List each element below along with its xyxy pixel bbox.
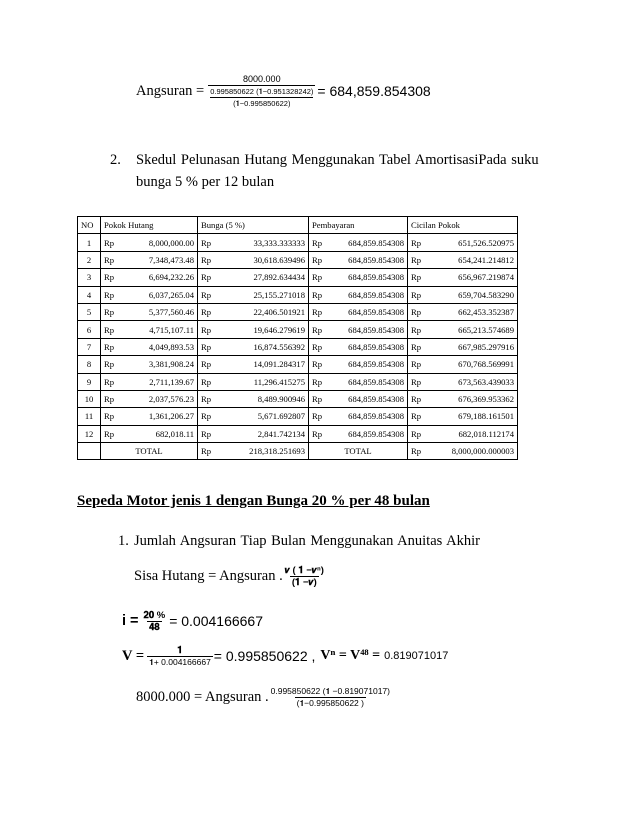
section-title-line2: bunga 5 % per 12 bulan [136,174,275,190]
currency-label: Rp [201,446,212,457]
pokok-hutang-cell [101,251,198,268]
bunga-value: 8,489.900946 [257,394,305,405]
table-row [78,373,518,390]
formula-result: = 684,859.854308 [317,83,431,99]
pembayaran-cell [309,390,408,407]
bunga-cell [198,425,309,442]
formula-angsuran-2 [136,678,392,716]
pembayaran-cell [309,373,408,390]
pembayaran-value: 684,859.854308 [348,428,404,439]
row-no: 12 [78,425,101,442]
pembayaran-value: 684,859.854308 [348,359,404,370]
header-pokok: Pokok Hutang [101,217,198,234]
currency-label: Rp [201,324,212,335]
pembayaran-cell [309,234,408,251]
total-bunga: 218,318.251693 [249,446,305,457]
total-cicilan: 8,000,000.000003 [451,446,514,457]
pokok-hutang-cell [101,321,198,338]
formula-sisa-hutang [134,557,326,595]
formula2-lhs: Sisa Hutang = Angsuran . [134,567,283,584]
table-row [78,234,518,251]
currency-label: Rp [104,394,115,405]
section-title-line1: Skedul Pelunasan Hutang Menggunakan Tabel AmortisasiPada suku [136,152,539,168]
currency-label: Rp [312,272,323,283]
formula-v [122,638,448,674]
pokok-hutang-value: 5,377,560.46 [148,307,194,318]
formula4-numerator: 𝟏 [177,644,183,656]
currency-label: Rp [104,359,115,370]
pembayaran-value: 684,859.854308 [348,376,404,387]
bunga-value: 16,874.556392 [253,341,305,352]
pembayaran-value: 684,859.854308 [348,394,404,405]
currency-label: Rp [104,376,115,387]
currency-label: Rp [312,307,323,318]
bunga-cell [198,234,309,251]
subsection-number: 1. [118,533,129,549]
formula3-result: = 0.004166667 [169,613,264,629]
bunga-cell [198,286,309,303]
pokok-hutang-value: 6,694,232.26 [148,272,194,283]
pokok-hutang-value: 4,715,107.11 [149,324,194,335]
currency-label: Rp [411,254,422,265]
formula2-fraction [283,565,326,588]
header-cicilan: Cicilan Pokok [408,217,518,234]
currency-label: Rp [201,376,212,387]
currency-label: Rp [201,394,212,405]
amortization-table [77,216,518,460]
currency-label: Rp [201,411,212,422]
row-no: 11 [78,408,101,425]
pokok-hutang-value: 2,037,576.23 [148,394,194,405]
bunga-cell [198,303,309,320]
currency-label: Rp [104,254,115,265]
currency-label: Rp [312,411,323,422]
currency-label: Rp [411,272,422,283]
bunga-value: 19,646.279619 [253,324,305,335]
pembayaran-cell [309,321,408,338]
row-no: 2 [78,251,101,268]
table-body [78,234,518,443]
pembayaran-value: 684,859.854308 [348,341,404,352]
formula-denominator [208,85,315,109]
bunga-value: 27,892.634434 [253,272,305,283]
bunga-value: 25,155.271018 [253,289,305,300]
bunga-cell [198,338,309,355]
pokok-hutang-cell [101,269,198,286]
currency-label: Rp [312,428,323,439]
pokok-hutang-value: 7,348,473.48 [148,254,194,265]
currency-label: Rp [104,411,115,422]
formula4-vn: Vⁿ = V⁴⁸ = [320,648,381,663]
currency-label: Rp [411,359,422,370]
pokok-hutang-value: 6,037,265.04 [148,289,194,300]
formula-den-top: 0.995850622 (𝟏−0.951328242) [210,86,314,96]
pokok-hutang-cell [101,425,198,442]
row-no: 10 [78,390,101,407]
formula2-numerator: 𝒗 ( 𝟏 −𝒗ⁿ) [284,564,324,576]
table-row [78,390,518,407]
formula-den-bottom: (𝟏−0.995850622) [233,98,291,108]
formula-angsuran [136,72,431,110]
currency-label: Rp [312,289,323,300]
table-row [78,251,518,268]
formula4-result: = 0.995850622 , [213,648,316,664]
table-row [78,321,518,338]
bunga-value: 11,296.415275 [253,376,305,387]
pokok-hutang-cell [101,234,198,251]
section-number: 2. [110,152,121,168]
cicilan-pokok-cell [408,303,518,320]
cicilan-pokok-cell [408,390,518,407]
formula-i [122,603,263,639]
pokok-hutang-value: 8,000,000.00 [148,237,194,248]
currency-label: Rp [201,428,212,439]
formula5-lhs: 8000.000 = Angsuran . [136,688,269,705]
currency-label: Rp [312,324,323,335]
row-no: 7 [78,338,101,355]
pembayaran-cell [309,269,408,286]
pokok-hutang-value: 682,018.11 [155,428,194,439]
bunga-value: 33,333.333333 [253,237,305,248]
total-no-cell [78,443,101,460]
bunga-cell [198,251,309,268]
total-bayar-label: TOTAL [309,443,408,460]
row-no: 4 [78,286,101,303]
table-total-row [78,443,518,460]
currency-label: Rp [312,237,323,248]
row-no: 8 [78,356,101,373]
bunga-value: 2,841.742134 [257,428,305,439]
bunga-cell [198,373,309,390]
currency-label: Rp [312,394,323,405]
bunga-cell [198,408,309,425]
currency-label: Rp [104,237,115,248]
table-row [78,356,518,373]
currency-label: Rp [411,376,422,387]
pokok-hutang-cell [101,356,198,373]
cicilan-pokok-value: 662,453.352387 [458,307,514,318]
table-header-row [78,217,518,234]
table-row [78,269,518,286]
cicilan-pokok-value: 673,563.439033 [458,376,514,387]
cicilan-pokok-value: 665,213.574689 [458,324,514,335]
header-no: NO [78,217,101,234]
formula-numerator: 8000.000 [243,73,281,84]
formula5-denominator: (𝟏−0.995850622 ) [296,697,364,708]
pembayaran-cell [309,338,408,355]
pembayaran-value: 684,859.854308 [348,237,404,248]
currency-label: Rp [104,307,115,318]
currency-label: Rp [201,237,212,248]
pembayaran-value: 684,859.854308 [348,254,404,265]
currency-label: Rp [411,324,422,335]
section-heading: Sepeda Motor jenis 1 dengan Bunga 20 % per 48 bulan [77,493,430,509]
formula5-numerator: 0.995850622 (𝟏 −0.819071017) [270,685,390,696]
bunga-cell [198,356,309,373]
cicilan-pokok-value: 654,241.214812 [458,254,514,265]
pembayaran-cell [309,356,408,373]
currency-label: Rp [201,359,212,370]
header-bunga: Bunga (5 %) [198,217,309,234]
currency-label: Rp [312,376,323,387]
pokok-hutang-cell [101,286,198,303]
cicilan-pokok-value: 682,018.112174 [458,428,514,439]
total-bunga-cell [198,443,309,460]
pembayaran-cell [309,425,408,442]
formula4-fraction [147,645,213,668]
currency-label: Rp [411,341,422,352]
table-row [78,303,518,320]
bunga-value: 22,406.501921 [253,307,305,318]
cicilan-pokok-cell [408,251,518,268]
formula3-lhs: i = [122,613,139,629]
pembayaran-value: 684,859.854308 [348,272,404,283]
table-row [78,408,518,425]
cicilan-pokok-cell [408,373,518,390]
cicilan-pokok-value: 670,768.569991 [458,359,514,370]
pembayaran-cell [309,303,408,320]
currency-label: Rp [201,272,212,283]
cicilan-pokok-value: 667,985.297916 [458,341,514,352]
currency-label: Rp [411,307,422,318]
currency-label: Rp [104,428,115,439]
cicilan-pokok-value: 651,526.520975 [458,237,514,248]
formula4-vn-value: 0.819071017 [384,650,449,662]
bunga-cell [198,269,309,286]
currency-label: Rp [411,289,422,300]
formula5-fraction [269,686,392,709]
cicilan-pokok-cell [408,286,518,303]
total-label: TOTAL [101,443,198,460]
currency-label: Rp [411,428,422,439]
table-row [78,338,518,355]
pokok-hutang-cell [101,390,198,407]
pembayaran-cell [309,286,408,303]
cicilan-pokok-cell [408,425,518,442]
pembayaran-cell [309,251,408,268]
currency-label: Rp [312,254,323,265]
currency-label: Rp [104,272,115,283]
cicilan-pokok-cell [408,321,518,338]
cicilan-pokok-cell [408,338,518,355]
currency-label: Rp [201,307,212,318]
formula4-denominator: 𝟏+ 0.004166667 [149,656,211,667]
pokok-hutang-value: 1,361,206.27 [148,411,194,422]
formula-fraction [208,74,315,109]
pokok-hutang-value: 3,381,908.24 [148,359,194,370]
row-no: 9 [78,373,101,390]
cicilan-pokok-value: 656,967.219874 [458,272,514,283]
pokok-hutang-cell [101,373,198,390]
subsection-title: Jumlah Angsuran Tiap Bulan Menggunakan Anuitas Akhir [134,533,480,549]
pokok-hutang-cell [101,303,198,320]
pembayaran-value: 684,859.854308 [348,411,404,422]
currency-label: Rp [411,446,422,457]
bunga-value: 5,671.692807 [257,411,305,422]
formula-lhs: Angsuran = [136,82,205,99]
currency-label: Rp [201,341,212,352]
cicilan-pokok-cell [408,269,518,286]
total-cicilan-cell [408,443,518,460]
cicilan-pokok-value: 676,369.953362 [458,394,514,405]
formula3-fraction [142,610,168,633]
row-no: 5 [78,303,101,320]
row-no: 3 [78,269,101,286]
pembayaran-value: 684,859.854308 [348,289,404,300]
formula2-denominator: (𝟏 −𝒗) [291,576,317,588]
pokok-hutang-value: 4,049,893.53 [148,341,194,352]
cicilan-pokok-cell [408,234,518,251]
cicilan-pokok-value: 659,704.583290 [458,289,514,300]
currency-label: Rp [312,359,323,370]
pembayaran-cell [309,408,408,425]
pembayaran-value: 684,859.854308 [348,307,404,318]
header-pembayaran: Pembayaran [309,217,408,234]
formula3-denominator: 𝟒𝟖 [149,621,160,633]
currency-label: Rp [104,341,115,352]
table-row [78,425,518,442]
formula3-numerator: 𝟐𝟎 % [143,609,166,621]
pembayaran-value: 684,859.854308 [348,324,404,335]
row-no: 1 [78,234,101,251]
cicilan-pokok-value: 679,188.161501 [458,411,514,422]
currency-label: Rp [104,324,115,335]
table-row [78,286,518,303]
row-no: 6 [78,321,101,338]
formula4-lhs: V = [122,647,145,664]
bunga-value: 14,091.284317 [253,359,305,370]
bunga-cell [198,321,309,338]
cicilan-pokok-cell [408,356,518,373]
currency-label: Rp [104,289,115,300]
currency-label: Rp [201,254,212,265]
pokok-hutang-value: 2,711,139.67 [149,376,194,387]
currency-label: Rp [201,289,212,300]
bunga-value: 30,618.639496 [253,254,305,265]
cicilan-pokok-cell [408,408,518,425]
bunga-cell [198,390,309,407]
currency-label: Rp [411,394,422,405]
pokok-hutang-cell [101,338,198,355]
currency-label: Rp [411,237,422,248]
currency-label: Rp [411,411,422,422]
currency-label: Rp [312,341,323,352]
pokok-hutang-cell [101,408,198,425]
